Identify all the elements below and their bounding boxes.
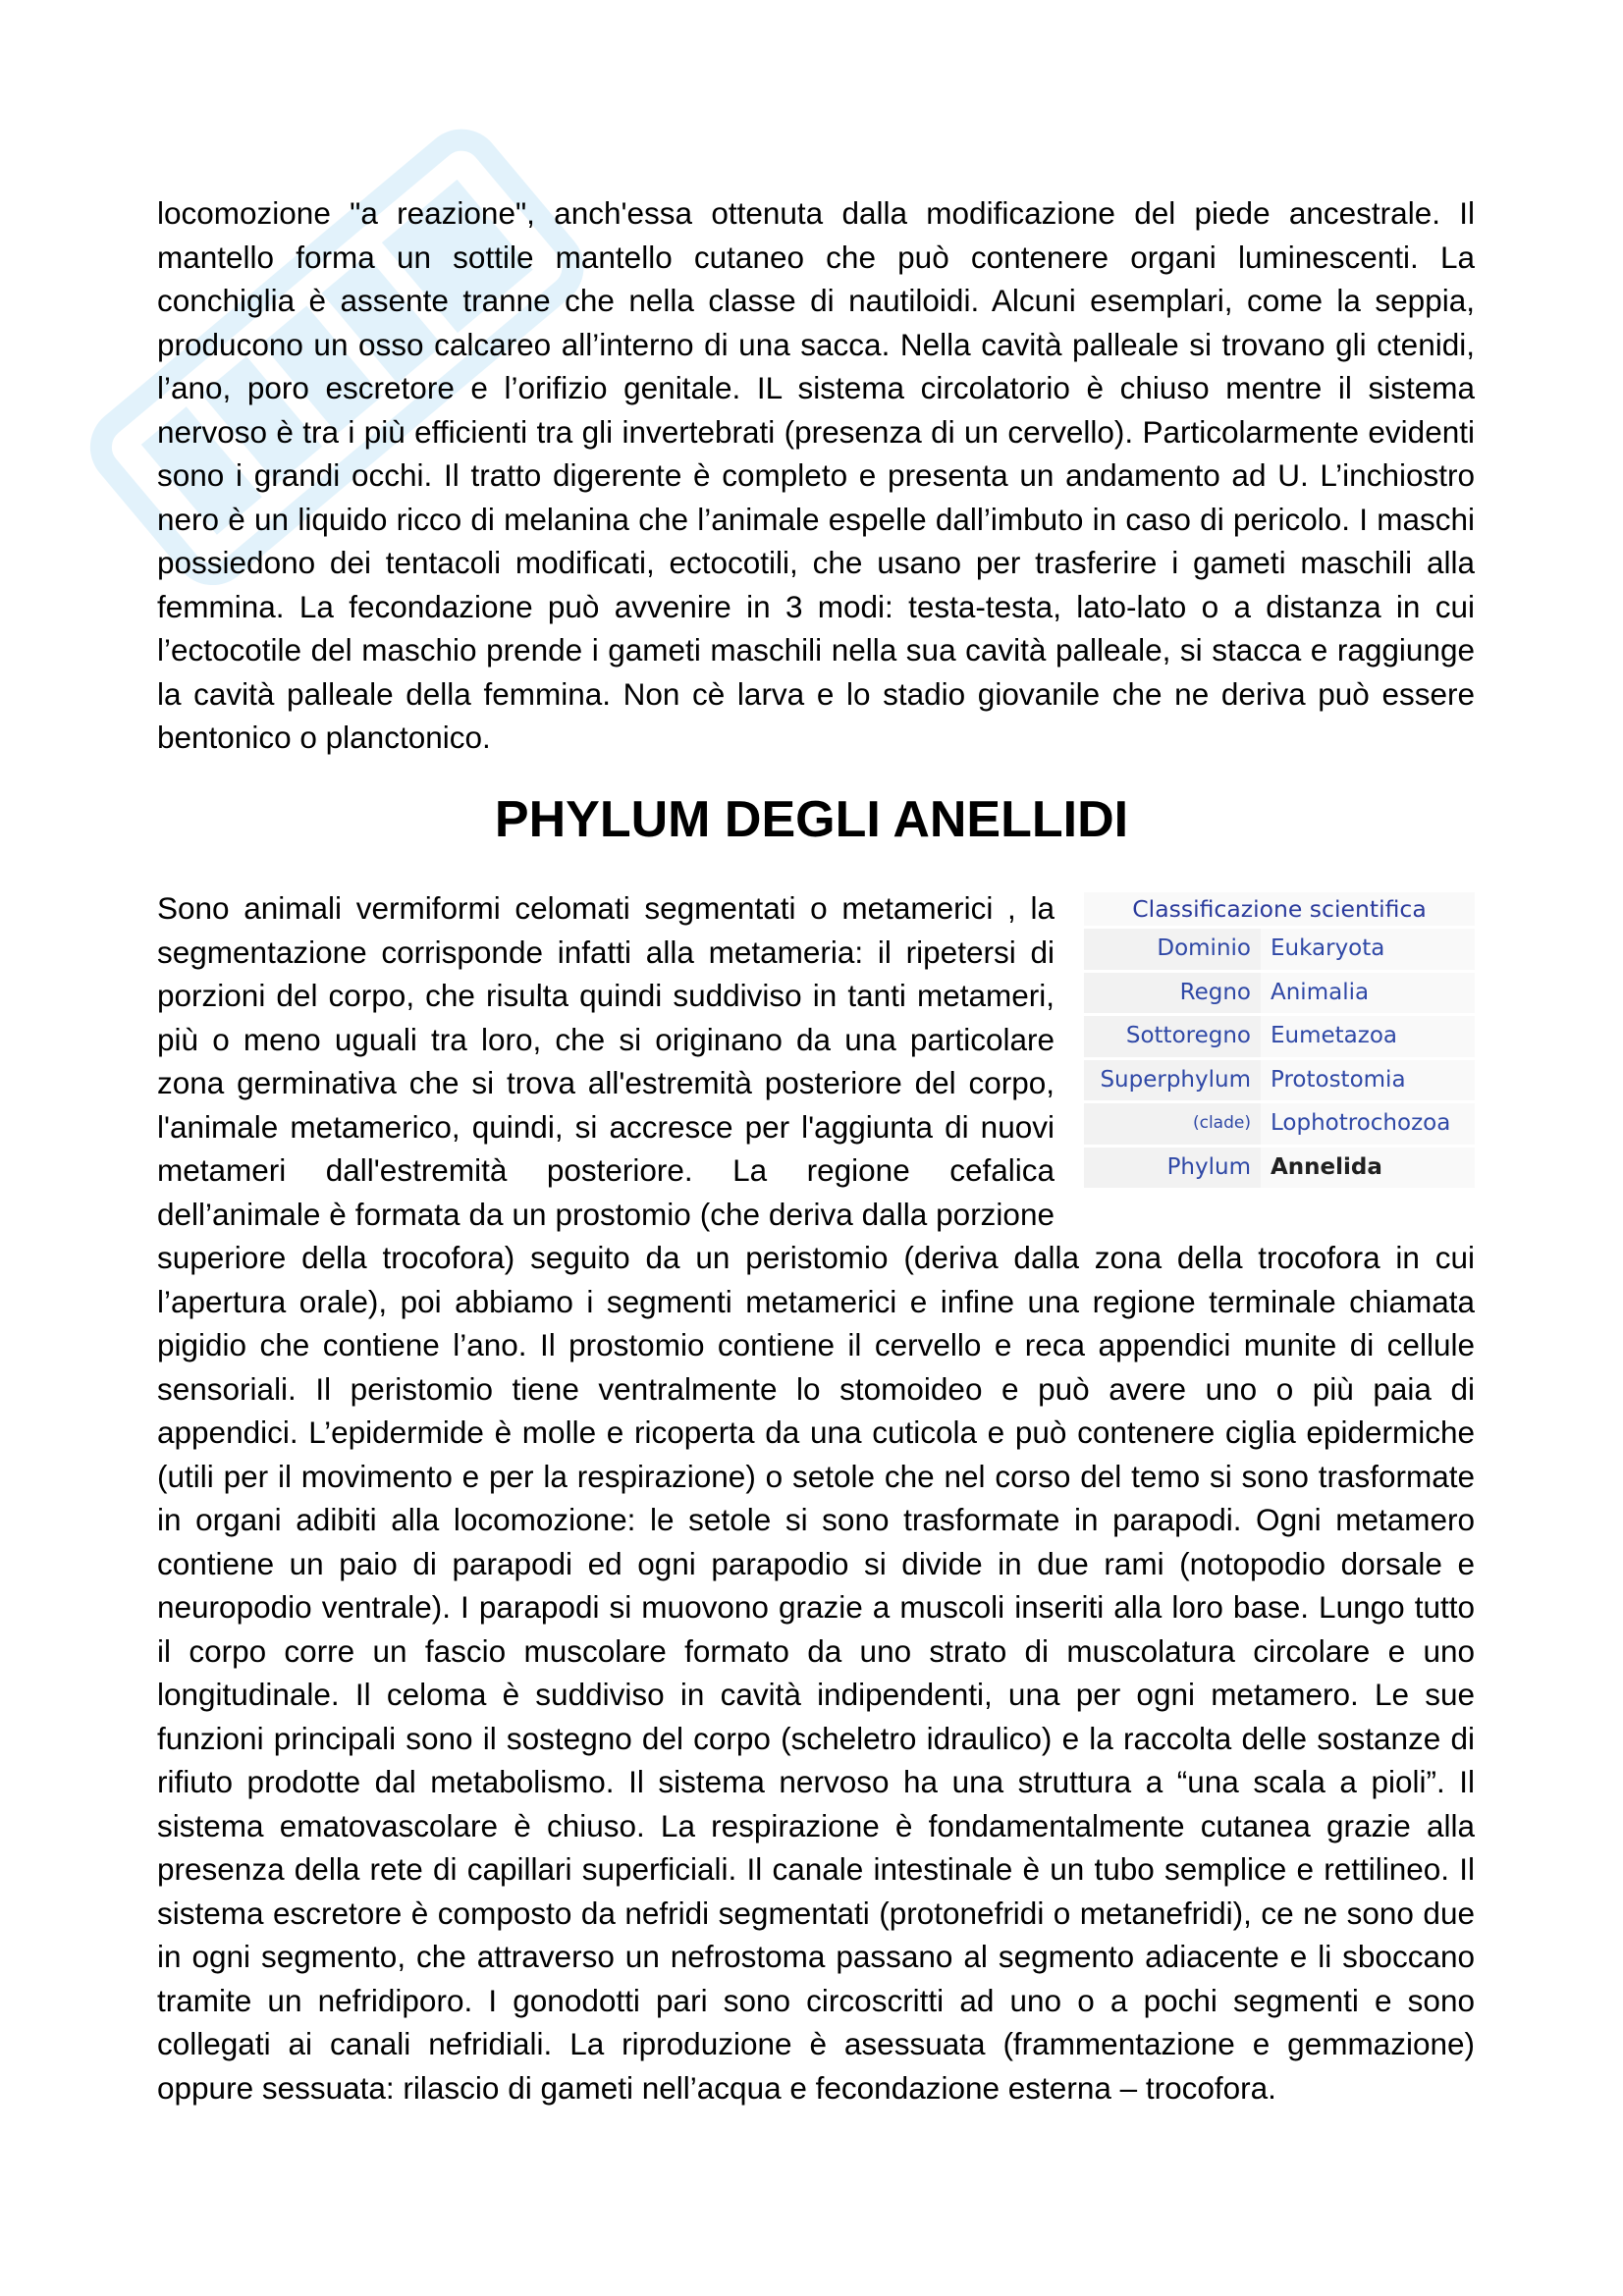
table-row [1084,1103,1475,1145]
classification-table [1084,889,1475,1191]
table-row [1084,1060,1475,1101]
taxon-name[interactable]: Lophotrochozoa [1261,1103,1475,1145]
classification-header[interactable]: Classificazione scientifica [1084,892,1475,926]
paragraph-anellidi-text: Sono animali vermiformi celomati segmentati o metamerici , la segmentazione corrisponde infatti alla metameria: il ripetersi di porzioni del corpo, che risulta quindi suddiviso in tanti metameri, più o meno uguali tra loro, che si originano da una particolare zona germinativa che si trova all'estremità posteriore del corpo, l'animale metamerico, quindi, si accresce per l'aggiunta di nuovi metameri dall'estremità posteriore. La regione cefalica dell’animale è formata da un prostomio (che deriva dalla porzione superiore della trocofora) seguito da un peristomio (deriva dalla zona della trocofora in cui l’apertura orale), poi abbiamo i segmenti metamerici e infine una regione terminale chiamata pigidio che contiene l’ano. Il prostomio contiene il cervello e reca appendici munite di cellule sensoriali. Il peristomio tiene ventralmente lo stomoideo e può avere uno o più paia di appendici. L’epidermide è molle e ricoperta da una cuticola e può contenere ciglia epidermiche (utili per il movimento e per la respirazione) o setole che nel corso del temo si sono trasformate in organi adibiti alla locomozione: le setole si sono trasformate in parapodi. Ogni metamero contiene un paio di parapodi ed ogni parapodio si divide in due rami (notopodio dorsale e neuropodio ventrale). I parapodi si muovono grazie a muscoli inseriti alla loro base. Lungo tutto il corpo corre un fascio muscolare formato da uno strato di muscolatura circolare e uno longitudinale. Il celoma è suddiviso in cavità indipendenti, una per ogni metamero. Le sue funzioni principali sono il sostegno del corpo (scheletro idraulico) e la raccolta delle sostanze di rifiuto prodotte dal metabolismo. Il sistema nervoso ha una struttura a “una scala a pioli”. Il sistema ematovascolare è chiuso. La respirazione è fondamentalmente cutanea grazie alla presenza della rete di capillari superficiali. Il canale intestinale è un tubo semplice e rettilineo. Il sistema escretore è composto da nefridi segmentati (protonefridi o metanefridi), ce ne sono due in ogni segmento, che attraverso un nefrostoma passano al segmento adiacente e li sboccano tramite un nefridiporo. I gonodotti pari sono circoscritti ad uno o a pochi segmenti e sono collegati ai canali nefridiali. La riproduzione è asessuata (frammentazione e gemmazione) oppure sessuata: rilascio di gameti nell’acqua e fecondazione esterna – trocofora. [157,890,1475,2106]
taxon-name[interactable]: Animalia [1261,973,1475,1014]
paragraph-molluschi: locomozione "a reazione", anch'essa ottenuta dalla modificazione del piede ancestrale. Il mantello forma un sottile mantello cutaneo che può contenere organi luminescenti. La conchiglia è assente tranne che nella classe di nautiloidi. Alcuni esemplari, come la seppia, producono un osso calcareo all’interno di una sacca. Nella cavità palleale si trovano gli ctenidi, l’ano, poro escretore e l’orifizio genitale. IL sistema circolatorio è chiuso mentre il sistema nervoso è tra i più efficienti tra gli invertebrati (presenza di un cervello). Particolarmente evidenti sono i grandi occhi. Il tratto digerente è completo e presenta un andamento ad U. L’inchiostro nero è un liquido ricco di melanina che l’animale espelle dall’imbuto in caso di pericolo. I maschi possiedono dei tentacoli modificati, ectocotili, che usano per trasferire i gameti maschili alla femmina. La fecondazione può avvenire in 3 modi: testa-testa, lato-lato o a distanza in cui l’ectocotile del maschio prende i gameti maschili nella sua cavità palleale, si stacca e raggiunge la cavità palleale della femmina. Non cè larva e lo stadio giovanile che ne deriva può essere bentonico o planctonico. [157,195,1475,755]
taxon-name: Annelida [1261,1148,1475,1189]
taxon-name[interactable]: Protostomia [1261,1060,1475,1101]
rank-label[interactable]: Regno [1084,973,1261,1014]
rank-label[interactable]: Superphylum [1084,1060,1261,1101]
taxon-name[interactable]: Eukaryota [1261,929,1475,970]
rank-label[interactable]: Sottoregno [1084,1016,1261,1057]
rank-label[interactable]: Phylum [1084,1148,1261,1189]
taxon-name[interactable]: Eumetazoa [1261,1016,1475,1057]
table-row [1084,973,1475,1014]
rank-label[interactable]: (clade) [1084,1103,1261,1145]
paragraph-anellidi [157,886,1475,2109]
rank-label[interactable]: Dominio [1084,929,1261,970]
section-title: PHYLUM DEGLI ANELLIDI [494,791,1129,848]
table-row [1084,1148,1475,1189]
table-row [1084,929,1475,970]
table-row [1084,1016,1475,1057]
